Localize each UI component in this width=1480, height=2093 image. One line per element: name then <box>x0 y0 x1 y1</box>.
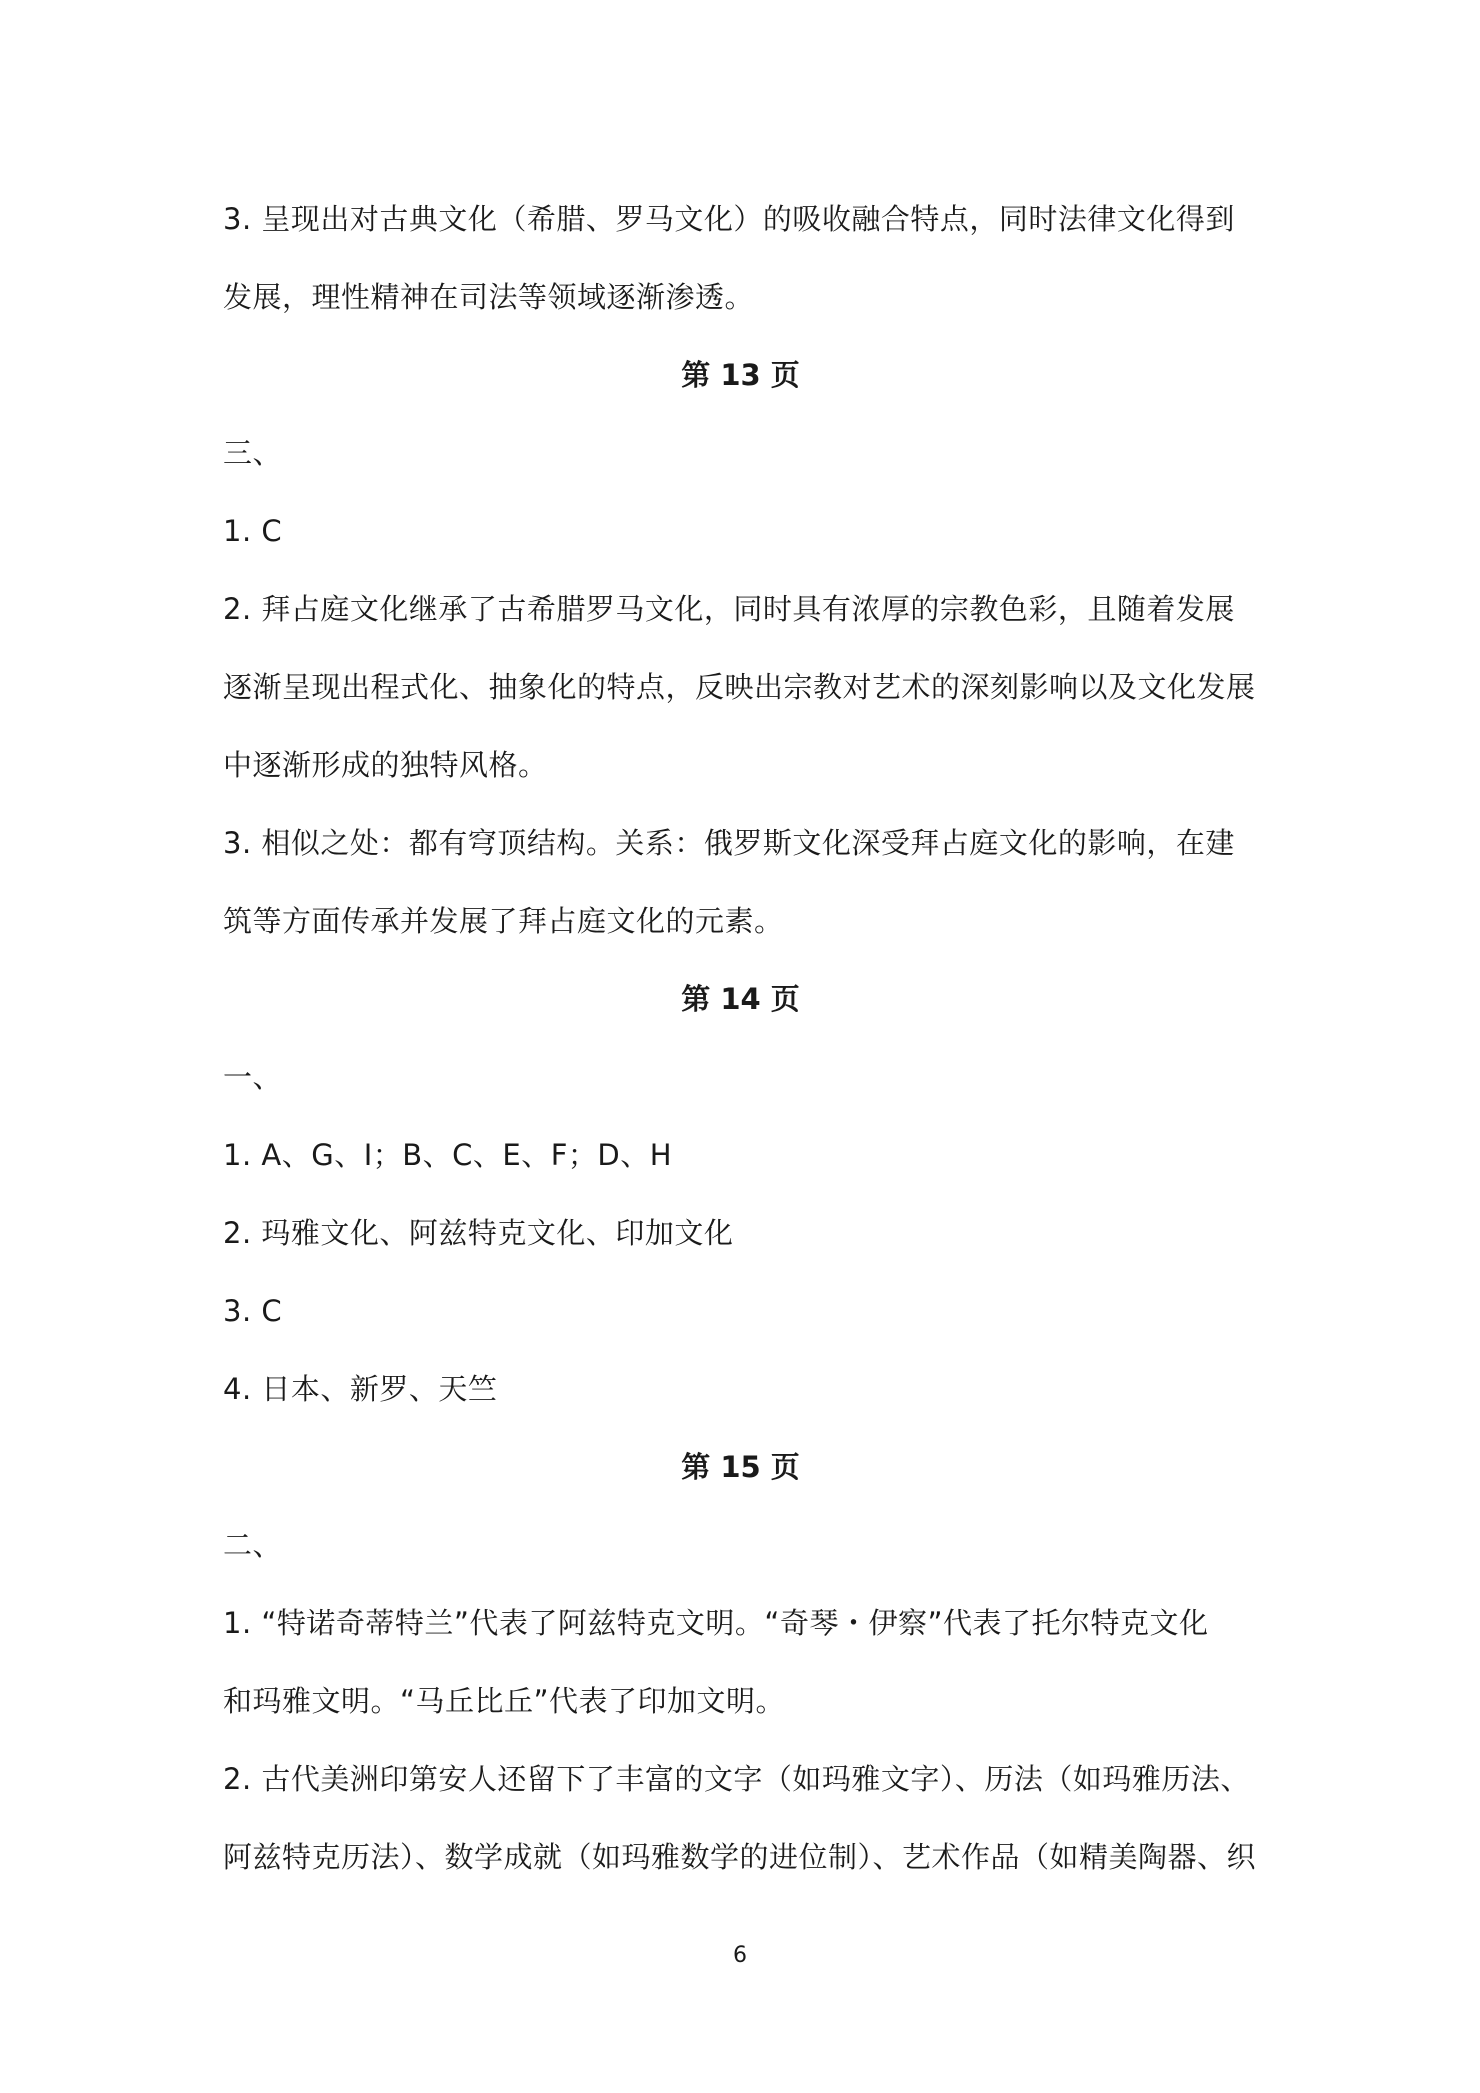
answer-line: 2. 拜占庭文化继承了古希腊罗马文化，同时具有浓厚的宗教色彩，且随着发展 <box>223 592 1235 626</box>
page-heading-14: 第 14 页 <box>681 982 800 1016</box>
section-label: 三、 <box>223 436 283 470</box>
answer-line: 1. “特诺奇蒂特兰”代表了阿兹特克文明。“奇琴・伊察”代表了托尔特克文化 <box>223 1606 1209 1640</box>
answer-line: 阿兹特克历法）、数学成就（如玛雅数学的进位制）、艺术作品（如精美陶器、织 <box>223 1840 1257 1874</box>
answer-line: 中逐渐形成的独特风格。 <box>223 748 548 782</box>
section-label: 二、 <box>223 1528 283 1562</box>
answer-line: 1. C <box>223 514 283 548</box>
answer-line: 3. 相似之处：都有穹顶结构。关系：俄罗斯文化深受拜占庭文化的影响，在建 <box>223 826 1235 860</box>
answer-line: 1. A、G、I；B、C、E、F；D、H <box>223 1138 673 1172</box>
answer-line: 发展，理性精神在司法等领域逐渐渗透。 <box>223 280 755 314</box>
answer-line: 4. 日本、新罗、天竺 <box>223 1372 498 1406</box>
page-number: 6 <box>733 1943 747 1968</box>
document-content <box>223 180 1258 1896</box>
page-heading-13: 第 13 页 <box>681 358 800 392</box>
answer-line: 和玛雅文明。“马丘比丘”代表了印加文明。 <box>223 1684 786 1718</box>
answer-line: 筑等方面传承并发展了拜占庭文化的元素。 <box>223 904 784 938</box>
answer-line: 3. 呈现出对古典文化（希腊、罗马文化）的吸收融合特点，同时法律文化得到 <box>223 202 1235 236</box>
answer-line: 2. 古代美洲印第安人还留下了丰富的文字（如玛雅文字）、历法（如玛雅历法、 <box>223 1762 1250 1796</box>
section-label: 一、 <box>223 1060 283 1094</box>
answer-line: 2. 玛雅文化、阿兹特克文化、印加文化 <box>223 1216 734 1250</box>
page-heading-15: 第 15 页 <box>681 1450 800 1484</box>
answer-line: 逐渐呈现出程式化、抽象化的特点，反映出宗教对艺术的深刻影响以及文化发展 <box>223 670 1256 704</box>
answer-line: 3. C <box>223 1294 283 1328</box>
